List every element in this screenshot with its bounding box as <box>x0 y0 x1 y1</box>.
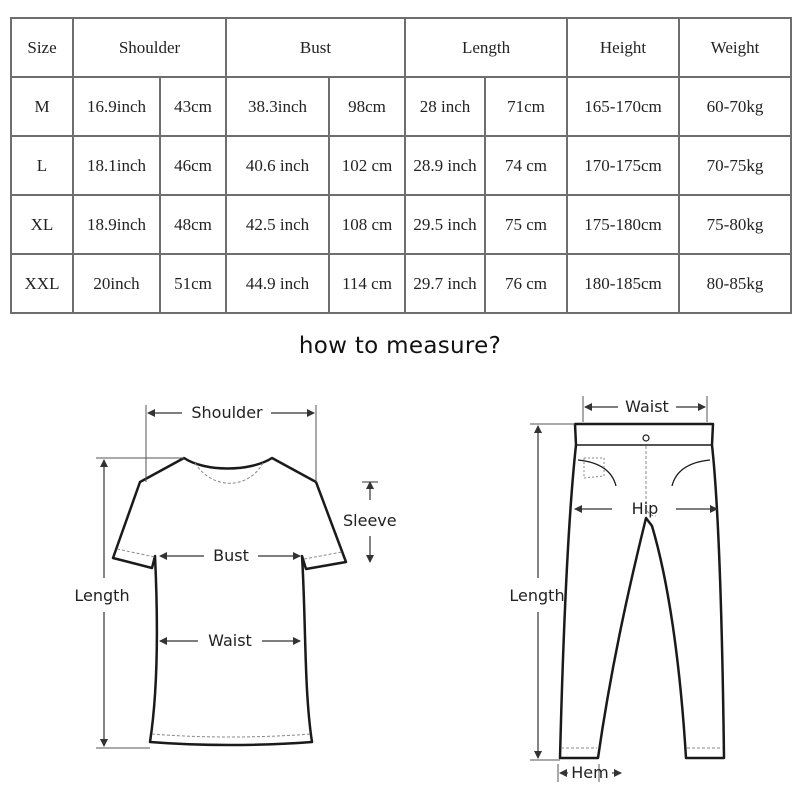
hip-label: Hip <box>631 499 659 518</box>
cell-bust-inch: 38.3inch <box>226 77 329 136</box>
pants-outline <box>560 424 724 758</box>
cell-bust-inch: 42.5 inch <box>226 195 329 254</box>
cell-shoulder-cm: 51cm <box>160 254 226 313</box>
shirt-waist-label: Waist <box>208 631 252 650</box>
pants-illustration <box>560 424 724 758</box>
how-to-measure-heading: how to measure? <box>298 333 502 359</box>
tshirt-outline <box>113 458 346 745</box>
cell-size: XL <box>11 195 73 254</box>
cell-weight: 75-80kg <box>679 195 791 254</box>
cell-shoulder-inch: 18.1inch <box>73 136 160 195</box>
cell-length-cm: 75 cm <box>485 195 567 254</box>
cell-length-inch: 29.7 inch <box>405 254 485 313</box>
sleeve-label: Sleeve <box>343 511 397 530</box>
cell-shoulder-inch: 20inch <box>73 254 160 313</box>
cell-weight: 80-85kg <box>679 254 791 313</box>
pants-length-label: Length <box>509 586 565 605</box>
cell-shoulder-cm: 46cm <box>160 136 226 195</box>
cell-shoulder-inch: 18.9inch <box>73 195 160 254</box>
cell-bust-cm: 102 cm <box>329 136 405 195</box>
sleeve-measure <box>343 482 397 562</box>
header-size: Size <box>11 18 73 77</box>
cell-length-cm: 71cm <box>485 77 567 136</box>
cell-length-cm: 74 cm <box>485 136 567 195</box>
cell-height: 165-170cm <box>567 77 679 136</box>
cell-shoulder-cm: 43cm <box>160 77 226 136</box>
pants-button <box>643 435 649 441</box>
bust-label: Bust <box>213 546 249 565</box>
pants-waist-measure <box>583 396 707 422</box>
cell-size: XXL <box>11 254 73 313</box>
header-bust: Bust <box>226 18 405 77</box>
header-shoulder: Shoulder <box>73 18 226 77</box>
header-weight: Weight <box>679 18 791 77</box>
header-length: Length <box>405 18 567 77</box>
cell-bust-inch: 44.9 inch <box>226 254 329 313</box>
cell-length-inch: 28 inch <box>405 77 485 136</box>
cell-bust-inch: 40.6 inch <box>226 136 329 195</box>
shirt-length-label: Length <box>74 586 130 605</box>
cell-bust-cm: 114 cm <box>329 254 405 313</box>
cell-bust-cm: 98cm <box>329 77 405 136</box>
header-height: Height <box>567 18 679 77</box>
cell-shoulder-cm: 48cm <box>160 195 226 254</box>
hem-label: Hem <box>571 763 609 782</box>
cell-size: M <box>11 77 73 136</box>
pants-waist-label: Waist <box>625 397 669 416</box>
cell-shoulder-inch: 16.9inch <box>73 77 160 136</box>
hem-measure <box>558 763 621 782</box>
shoulder-label: Shoulder <box>191 403 263 422</box>
cell-height: 170-175cm <box>567 136 679 195</box>
cell-length-inch: 29.5 inch <box>405 195 485 254</box>
cell-height: 175-180cm <box>567 195 679 254</box>
cell-height: 180-185cm <box>567 254 679 313</box>
cell-bust-cm: 108 cm <box>329 195 405 254</box>
cell-weight: 60-70kg <box>679 77 791 136</box>
cell-length-inch: 28.9 inch <box>405 136 485 195</box>
cell-length-cm: 76 cm <box>485 254 567 313</box>
tshirt-illustration <box>113 458 346 745</box>
cell-weight: 70-75kg <box>679 136 791 195</box>
cell-size: L <box>11 136 73 195</box>
